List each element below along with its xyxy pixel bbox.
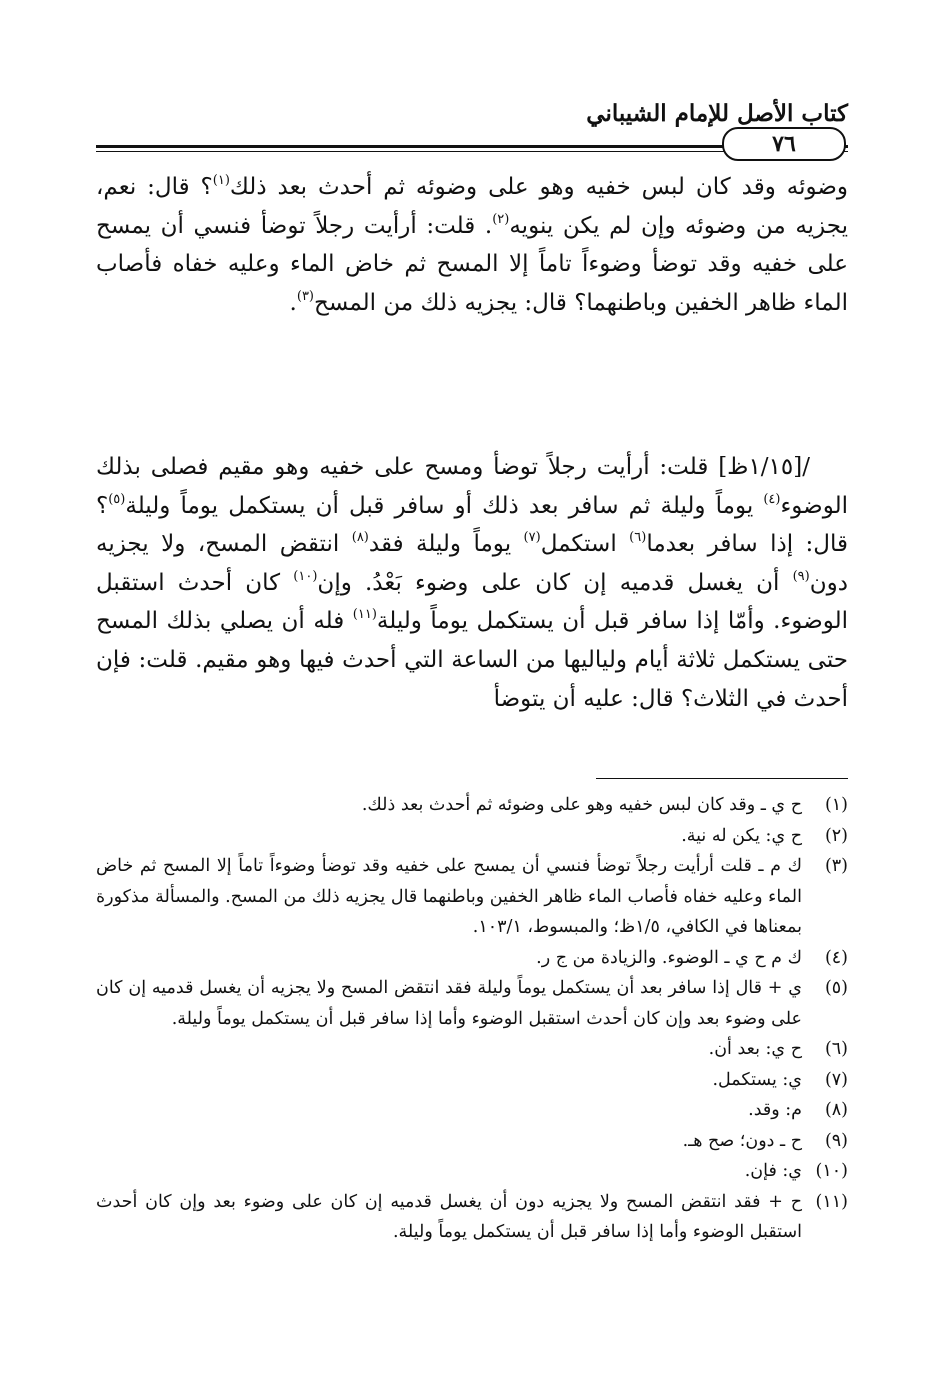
footnote-number: (١٠)	[815, 1161, 848, 1181]
footnotes-list	[96, 790, 848, 1248]
main-paragraph-1	[96, 168, 848, 322]
footnote-text: م: وقد.	[748, 1100, 802, 1120]
body-text-run: يوماً وليلة فقد	[368, 531, 524, 558]
body-text-run: فله أن يصلي بذلك المسح حتى يستكمل ثلاثة أيام ولياليها من الساعة التي أحدث فيها وهو مقيم. قلت: فإن أحدث في الثلاث؟ قال: عليه أن يتوضأ	[96, 608, 848, 712]
footnote-number: (٥)	[824, 978, 848, 998]
footnote	[96, 790, 848, 821]
footnote-number: (٨)	[824, 1100, 848, 1120]
body-text-run: كان أحدث استقبل الوضوء. وأمّا إذا سافر قبل أن يستكمل يوماً وليلة	[96, 569, 849, 635]
footnote-marker[interactable]: (٤)	[763, 491, 781, 507]
footnote-text: ح ـ دون؛ صح هـ.	[682, 1130, 802, 1151]
footnote	[96, 943, 848, 974]
body-text-run: ؟ قال: نعم، يجزيه من وضوئه وإن لم يكن ينويه	[96, 174, 848, 239]
footnote-text: ح ي: يكن له نية.	[681, 825, 802, 846]
body-text-run: ؟ قال: إذا سافر بعدما	[96, 492, 849, 558]
running-title: كتاب الأصل للإمام الشيباني	[586, 100, 848, 127]
footnote-number: (٩)	[824, 1130, 848, 1151]
footnote-number: (١١)	[815, 1191, 848, 1212]
footnote-number: (١)	[824, 795, 848, 815]
body-text-run: استكمل	[540, 531, 630, 558]
footnote-separator	[596, 778, 848, 779]
body-text-run: أن يغسل قدميه إن كان على وضوء بَعْدُ. وإن	[317, 569, 793, 596]
footnote	[96, 1126, 848, 1157]
footnote	[96, 1065, 848, 1096]
footnote	[96, 1034, 848, 1065]
footnote-text: ك م ـ قلت أرأيت رجلاً توضأ فنسي أن يمسح على خفيه وقد توضأ وضوءاً تاماً إلا المسح ثم خاض الماء وعليه خفاه فأصاب الماء ظاهر الخفين وباطنهما قال يجزيه ذلك من المسح. والمسألة مذكورة بمعناها في الكافي، ١/٥ظ؛ والمبسوط، ١٠٣/١.	[96, 856, 802, 937]
footnote	[96, 821, 848, 852]
footnote-marker[interactable]: (٣)	[296, 288, 314, 304]
footnote-marker[interactable]: (١٠)	[293, 568, 318, 584]
footnote-marker[interactable]: (٩)	[792, 568, 810, 584]
footnote-marker[interactable]: (٥)	[108, 491, 126, 507]
footnote	[96, 973, 848, 1034]
footnote-text: ي: فإن.	[744, 1161, 802, 1181]
footnote-text: ح + فقد انتقض المسح ولا يجزيه دون أن يغسل قدميه إن كان على وضوء بعد وإن كان أحدث استقبل الوضوء وأما إذا سافر قبل أن يستكمل يوماً وليلة.	[96, 1191, 802, 1242]
footnote	[96, 1156, 848, 1187]
footnote-marker[interactable]: (١)	[212, 173, 230, 188]
main-paragraph-2	[96, 448, 848, 718]
body-text-run: . قلت: أرأيت رجلاً توضأ فنسي أن يمسح على خفيه وقد توضأ وضوءاً تاماً إلا المسح ثم خاض الماء وعليه خفاه فأصاب الماء ظاهر الخفين وباطنهما؟ قال: يجزيه ذلك من المسح	[96, 212, 848, 316]
footnote-text: ك م ح ي ـ الوضوء. والزيادة من ج ر.	[536, 947, 802, 968]
footnote	[96, 1095, 848, 1126]
footnote-marker[interactable]: (٧)	[523, 530, 541, 546]
body-text-run: يوماً وليلة ثم سافر بعد ذلك أو سافر قبل أن يستكمل يوماً وليلة	[125, 492, 764, 519]
footnote-marker[interactable]: (١١)	[352, 607, 377, 623]
footnote-text: ح ي: بعد أن.	[708, 1039, 802, 1059]
footnote-marker[interactable]: (٨)	[351, 530, 369, 546]
footnote-text: ي + قال إذا سافر بعد أن يستكمل يوماً وليلة فقد انتقض المسح ولا يجزيه أن يغسل قدميه إن كان على وضوء بعد وإن كان أحدث استقبل الوضوء وأما إذا سافر قبل أن يستكمل يوماً وليلة.	[96, 978, 802, 1029]
page-number: ٧٦	[722, 127, 846, 161]
footnote-number: (٣)	[824, 856, 848, 876]
footnote-marker[interactable]: (٢)	[492, 211, 510, 227]
footnote-text: ح ي ـ وقد كان لبس خفيه وهو على وضوئه ثم أحدث بعد ذلك.	[361, 795, 802, 815]
body-text-run: /[١/١٥ظ] قلت: أرأيت رجلاً توضأ ومسح على خفيه وهو مقيم فصلى بذلك الوضوء	[96, 454, 848, 519]
footnote-number: (٧)	[824, 1069, 848, 1090]
footnote	[96, 1187, 848, 1248]
footnote-number: (٢)	[824, 825, 848, 846]
footnote-text: ي: يستكمل.	[712, 1069, 802, 1090]
footnote	[96, 851, 848, 943]
footnote-number: (٤)	[824, 947, 848, 968]
footnote-number: (٦)	[824, 1039, 848, 1059]
body-text-run: .	[289, 289, 297, 316]
footnote-marker[interactable]: (٦)	[629, 530, 647, 546]
body-text-run: انتقض المسح، ولا يجزيه دون	[96, 531, 848, 596]
body-text-run: وضوئه وقد كان لبس خفيه وهو على وضوئه ثم أحدث بعد ذلك	[229, 174, 848, 200]
